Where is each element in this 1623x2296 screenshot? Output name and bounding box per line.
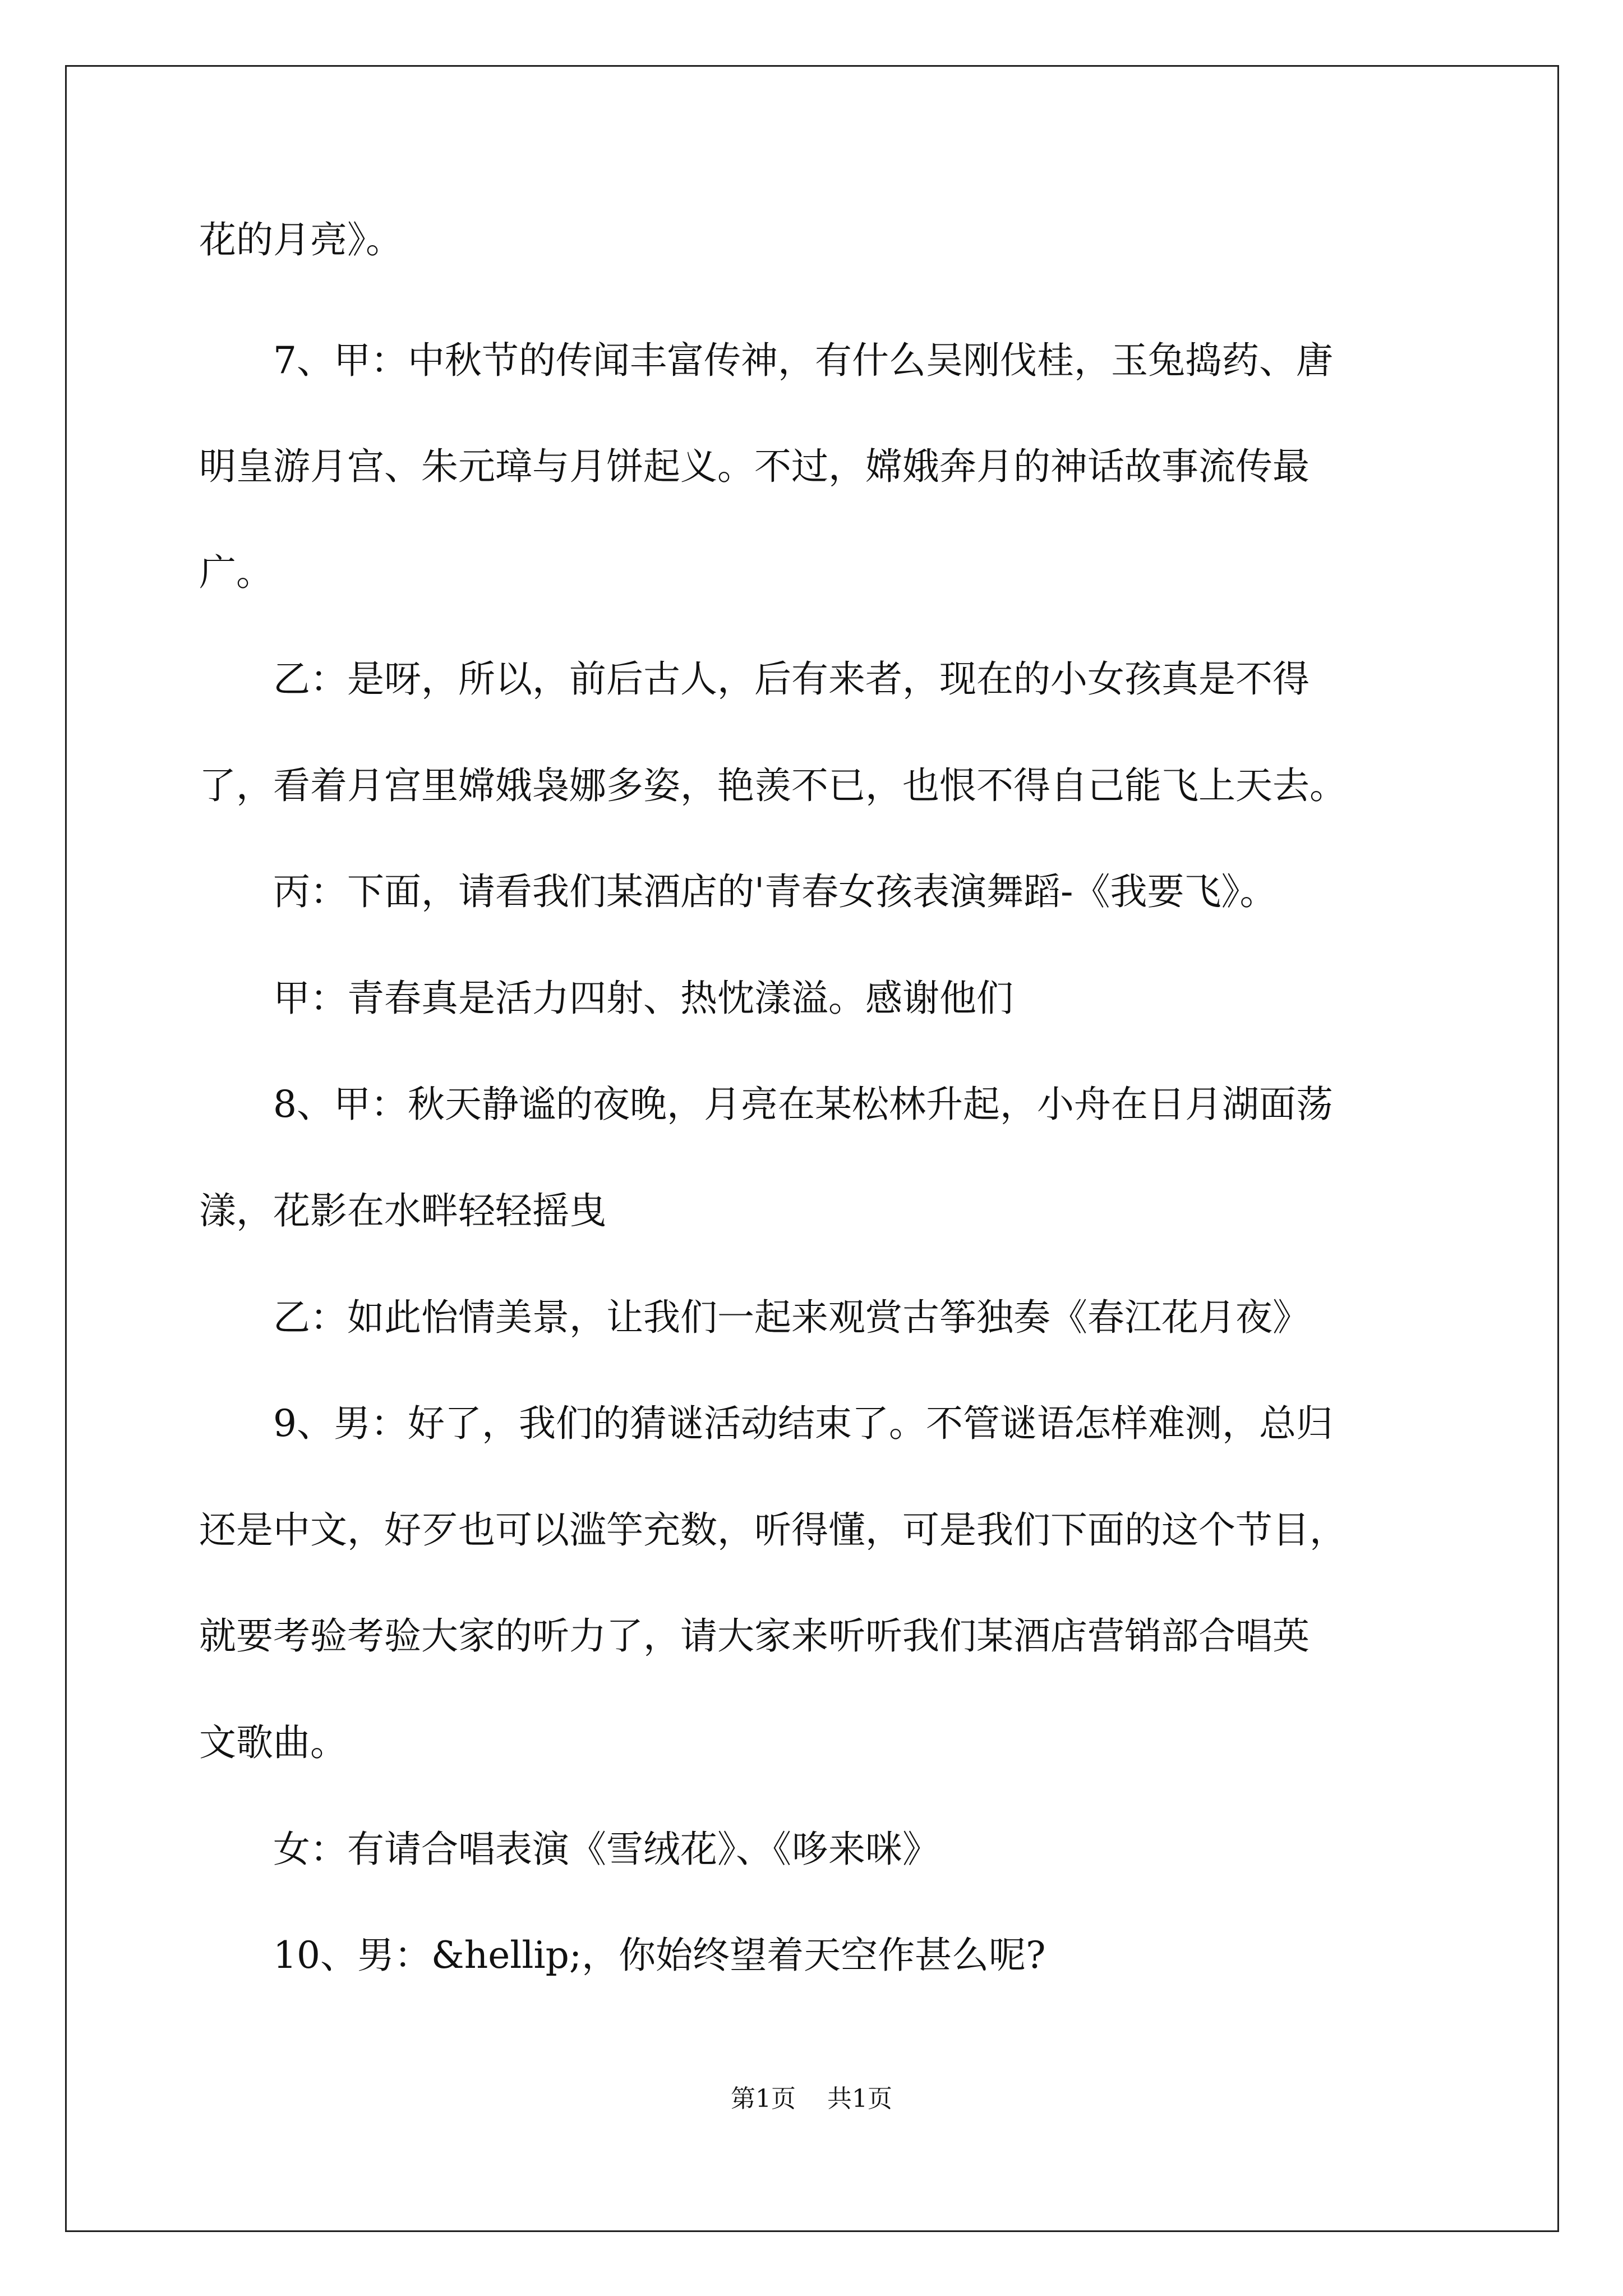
page-number: 第1页	[731, 2085, 796, 2113]
text-line-16: 女：有请合唱表演《雪绒花》、《哆来咪》	[199, 1828, 939, 1871]
text-line-2: 7、甲：中秋节的传闻丰富传神，有什么吴刚伐桂，玉兔捣药、唐	[199, 339, 1333, 382]
text-line-8: 甲：青春真是活力四射、热忱漾溢。感谢他们	[199, 977, 1013, 1020]
text-line-4: 广。	[199, 551, 273, 594]
footer-gap	[796, 2085, 827, 2113]
text-line-12: 9、男：好了，我们的猜谜活动结束了。不管谜语怎样难测，总归	[199, 1402, 1333, 1445]
text-line-10: 漾，花影在水畔轻轻摇曳	[199, 1189, 606, 1232]
page-border	[65, 65, 1559, 2232]
text-line-9: 8、甲：秋天静谧的夜晚，月亮在某松林升起，小舟在日月湖面荡	[199, 1083, 1333, 1126]
text-line-1: 花的月亮》。	[199, 218, 403, 261]
text-line-14: 就要考验考验大家的听力了，请大家来听听我们某酒店营销部合唱英	[199, 1614, 1310, 1658]
text-line-5: 乙：是呀，所以，前后古人，后有来者，现在的小女孩真是不得	[199, 657, 1310, 701]
text-line-15: 文歌曲。	[199, 1721, 347, 1764]
text-line-7: 丙：下面，请看我们某酒店的'青春女孩表演舞蹈-《我要飞》。	[199, 870, 1277, 913]
text-line-11: 乙：如此怡情美景，让我们一起来观赏古筝独奏《春江花月夜》	[199, 1296, 1310, 1339]
text-line-17: 10、男：&hellip;，你始终望着天空作甚么呢?	[199, 1934, 1046, 1977]
text-line-3: 明皇游月宫、朱元璋与月饼起义。不过，嫦娥奔月的神话故事流传最	[199, 445, 1310, 488]
text-line-6: 了，看着月宫里嫦娥袅娜多姿，艳羡不已，也恨不得自己能飞上天去。	[199, 764, 1347, 807]
page-footer	[0, 2087, 1623, 2111]
page-total: 共1页	[827, 2085, 892, 2113]
text-line-13: 还是中文，好歹也可以滥竽充数，听得懂，可是我们下面的这个节目，	[199, 1508, 1347, 1552]
